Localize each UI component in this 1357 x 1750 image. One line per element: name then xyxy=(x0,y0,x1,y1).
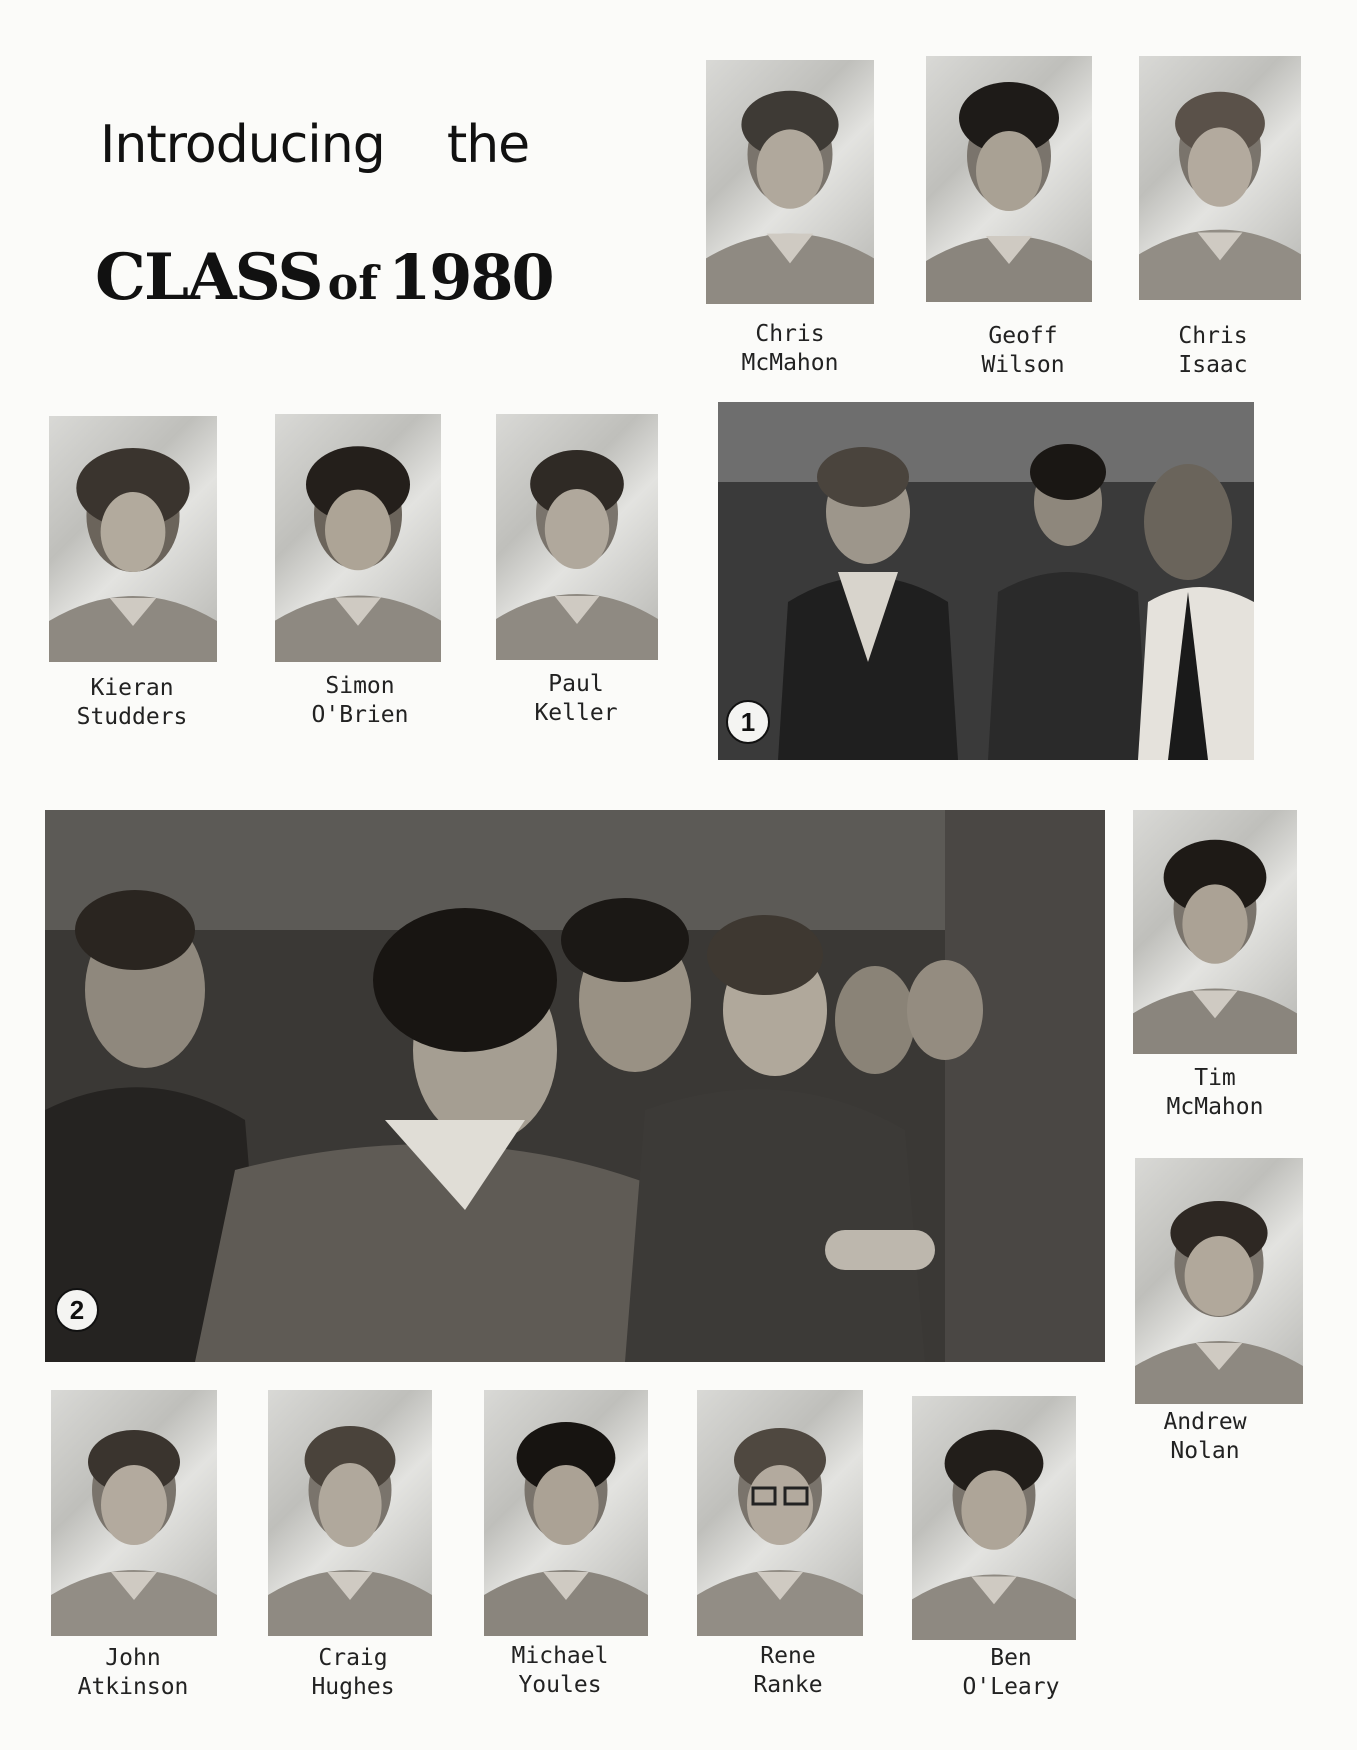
first-name: Simon xyxy=(325,673,395,699)
caption xyxy=(33,1644,233,1702)
first-name: Tim xyxy=(1194,1065,1236,1091)
first-name: Geoff xyxy=(988,323,1058,349)
caption xyxy=(923,322,1123,380)
last-name: Nolan xyxy=(1170,1438,1240,1464)
first-name: Ben xyxy=(990,1645,1032,1671)
first-name: Paul xyxy=(548,671,604,697)
portrait-photo xyxy=(1133,810,1297,1054)
portrait-photo xyxy=(484,1390,648,1636)
last-name: Hughes xyxy=(311,1674,395,1700)
last-name: Youles xyxy=(518,1672,602,1698)
last-name: Studders xyxy=(76,704,188,730)
first-name: Andrew xyxy=(1163,1409,1247,1435)
last-name: O'Brien xyxy=(311,702,409,728)
portrait-photo xyxy=(912,1396,1076,1640)
first-name: John xyxy=(105,1645,161,1671)
caption xyxy=(1113,322,1313,380)
portrait-photo xyxy=(926,56,1092,302)
first-name: Chris xyxy=(1178,323,1248,349)
first-name: Rene xyxy=(760,1643,816,1669)
last-name: Ranke xyxy=(753,1672,823,1698)
heading-introducing: Introducing the xyxy=(100,115,530,175)
caption xyxy=(911,1644,1111,1702)
caption xyxy=(1105,1408,1305,1466)
heading-year: 1980 xyxy=(388,241,553,314)
last-name: Wilson xyxy=(981,352,1065,378)
first-name: Chris xyxy=(755,321,825,347)
heading-class-word: CLASS xyxy=(95,240,322,315)
caption xyxy=(476,670,676,728)
group-photo-2 xyxy=(45,810,1105,1362)
caption xyxy=(460,1642,660,1700)
portrait-photo xyxy=(1139,56,1301,300)
photo-badge-2: 2 xyxy=(55,1288,99,1332)
caption xyxy=(32,674,232,732)
portrait-photo xyxy=(275,414,441,662)
caption xyxy=(1115,1064,1315,1122)
last-name: Atkinson xyxy=(77,1674,189,1700)
first-name: Kieran xyxy=(90,675,174,701)
portrait-photo xyxy=(697,1390,863,1636)
caption xyxy=(690,320,890,378)
first-name: Craig xyxy=(318,1645,388,1671)
portrait-photo xyxy=(268,1390,432,1636)
group-photo-1 xyxy=(718,402,1254,760)
portrait-photo xyxy=(706,60,874,304)
last-name: Keller xyxy=(534,700,618,726)
last-name: Isaac xyxy=(1178,352,1248,378)
caption xyxy=(260,672,460,730)
caption xyxy=(253,1644,453,1702)
portrait-photo xyxy=(496,414,658,660)
caption xyxy=(688,1642,888,1700)
heading-class-of-1980 xyxy=(95,240,553,315)
heading-of-word: of xyxy=(327,256,379,310)
last-name: McMahon xyxy=(1166,1094,1264,1120)
last-name: McMahon xyxy=(741,350,839,376)
last-name: O'Leary xyxy=(962,1674,1060,1700)
photo-badge-1: 1 xyxy=(726,700,770,744)
portrait-photo xyxy=(49,416,217,662)
portrait-photo xyxy=(51,1390,217,1636)
first-name: Michael xyxy=(511,1643,609,1669)
portrait-photo xyxy=(1135,1158,1303,1404)
